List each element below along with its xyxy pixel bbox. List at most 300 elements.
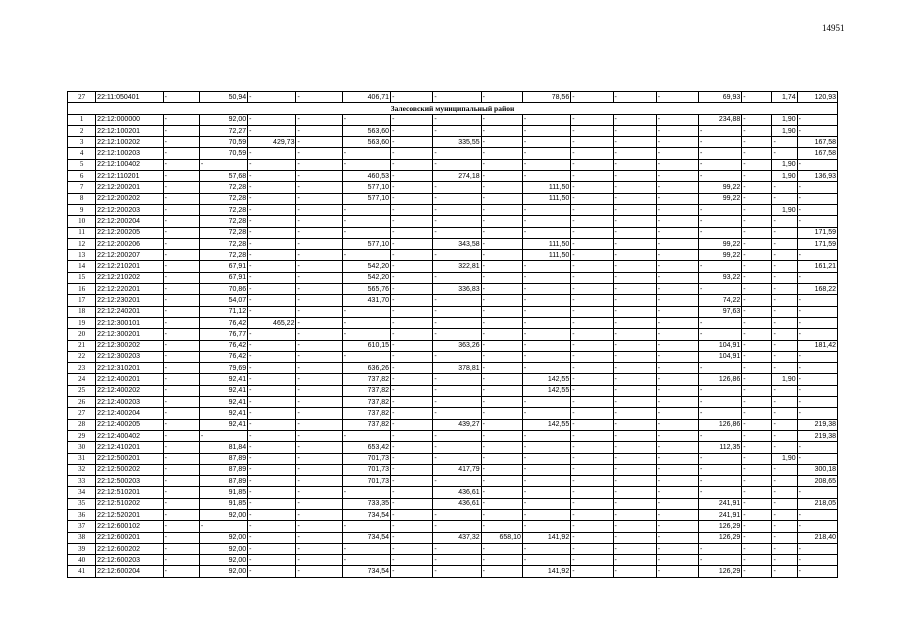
- cadastral-code: 22:12:500201: [96, 453, 163, 464]
- value-cell: -: [571, 419, 613, 430]
- value-cell: -: [613, 340, 656, 351]
- table-row: [68, 397, 838, 408]
- cadastral-code: 22:12:510202: [96, 498, 163, 509]
- value-cell: -: [571, 238, 613, 249]
- section-title: Залесовский муниципальный район: [68, 103, 838, 114]
- row-number: 16: [68, 284, 96, 295]
- value-cell: -: [481, 555, 522, 566]
- value-cell: -: [296, 171, 342, 182]
- value-cell: 733,35: [342, 498, 390, 509]
- cadastral-code: 22:12:000000: [96, 114, 163, 125]
- value-cell: 1,90: [772, 125, 797, 136]
- row-number: 19: [68, 317, 96, 328]
- value-cell: 167,58: [797, 148, 837, 159]
- value-cell: -: [571, 137, 613, 148]
- value-cell: -: [248, 295, 296, 306]
- cadastral-code: 22:12:310201: [96, 363, 163, 374]
- value-cell: -: [296, 250, 342, 261]
- value-cell: -: [163, 340, 199, 351]
- value-cell: -: [248, 306, 296, 317]
- value-cell: 76,42: [199, 351, 247, 362]
- value-cell: 378,81: [433, 363, 481, 374]
- value-cell: -: [656, 148, 698, 159]
- value-cell: -: [296, 363, 342, 374]
- value-cell: 120,93: [797, 92, 837, 103]
- value-cell: -: [571, 476, 613, 487]
- value-cell: -: [656, 306, 698, 317]
- value-cell: -: [433, 521, 481, 532]
- table-row: [68, 442, 838, 453]
- table-body-zalesovsky: [68, 114, 838, 577]
- cadastral-code: 22:12:400203: [96, 397, 163, 408]
- value-cell: -: [571, 453, 613, 464]
- value-cell: -: [699, 397, 742, 408]
- row-number: 30: [68, 442, 96, 453]
- value-cell: -: [248, 408, 296, 419]
- row-number: 22: [68, 351, 96, 362]
- value-cell: -: [522, 498, 570, 509]
- value-cell: -: [797, 295, 837, 306]
- value-cell: -: [742, 566, 772, 577]
- cadastral-code: 22:12:500202: [96, 464, 163, 475]
- value-cell: -: [742, 464, 772, 475]
- value-cell: -: [248, 566, 296, 577]
- value-cell: -: [613, 193, 656, 204]
- value-cell: -: [742, 272, 772, 283]
- value-cell: -: [433, 476, 481, 487]
- value-cell: -: [391, 509, 433, 520]
- value-cell: -: [522, 329, 570, 340]
- value-cell: -: [433, 227, 481, 238]
- value-cell: 565,76: [342, 284, 390, 295]
- table-row: [68, 284, 838, 295]
- value-cell: -: [522, 204, 570, 215]
- value-cell: -: [699, 148, 742, 159]
- table-row: [68, 114, 838, 125]
- table-row: [68, 374, 838, 385]
- value-cell: -: [742, 419, 772, 430]
- value-cell: 363,26: [433, 340, 481, 351]
- value-cell: 241,91: [699, 498, 742, 509]
- value-cell: -: [248, 442, 296, 453]
- value-cell: -: [342, 543, 390, 554]
- value-cell: 701,73: [342, 464, 390, 475]
- value-cell: -: [772, 306, 797, 317]
- value-cell: -: [742, 306, 772, 317]
- value-cell: -: [742, 453, 772, 464]
- value-cell: -: [797, 329, 837, 340]
- value-cell: -: [481, 442, 522, 453]
- value-cell: -: [481, 363, 522, 374]
- value-cell: -: [296, 125, 342, 136]
- value-cell: -: [481, 340, 522, 351]
- value-cell: -: [481, 329, 522, 340]
- value-cell: 99,22: [699, 238, 742, 249]
- value-cell: -: [699, 261, 742, 272]
- value-cell: -: [163, 148, 199, 159]
- value-cell: -: [296, 351, 342, 362]
- value-cell: 91,85: [199, 487, 247, 498]
- value-cell: -: [571, 272, 613, 283]
- value-cell: -: [656, 261, 698, 272]
- value-cell: -: [772, 351, 797, 362]
- row-number: 9: [68, 204, 96, 215]
- row-number: 26: [68, 397, 96, 408]
- value-cell: -: [571, 148, 613, 159]
- value-cell: -: [772, 227, 797, 238]
- value-cell: -: [163, 498, 199, 509]
- value-cell: 737,82: [342, 419, 390, 430]
- value-cell: -: [699, 284, 742, 295]
- value-cell: 57,68: [199, 171, 247, 182]
- value-cell: -: [772, 498, 797, 509]
- value-cell: -: [613, 385, 656, 396]
- table-row: [68, 227, 838, 238]
- value-cell: -: [772, 182, 797, 193]
- value-cell: -: [163, 216, 199, 227]
- value-cell: 92,00: [199, 543, 247, 554]
- value-cell: -: [699, 476, 742, 487]
- value-cell: -: [433, 351, 481, 362]
- value-cell: -: [481, 397, 522, 408]
- value-cell: 610,15: [342, 340, 390, 351]
- value-cell: -: [522, 476, 570, 487]
- value-cell: -: [797, 351, 837, 362]
- value-cell: -: [571, 487, 613, 498]
- value-cell: -: [481, 351, 522, 362]
- value-cell: -: [613, 498, 656, 509]
- cadastral-code: 22:12:100203: [96, 148, 163, 159]
- value-cell: 171,59: [797, 238, 837, 249]
- value-cell: -: [522, 509, 570, 520]
- value-cell: -: [656, 385, 698, 396]
- value-cell: -: [699, 137, 742, 148]
- value-cell: 437,32: [433, 532, 481, 543]
- value-cell: -: [342, 148, 390, 159]
- value-cell: -: [391, 430, 433, 441]
- value-cell: -: [391, 193, 433, 204]
- cadastral-code: 22:12:200206: [96, 238, 163, 249]
- value-cell: -: [613, 171, 656, 182]
- value-cell: -: [163, 487, 199, 498]
- value-cell: -: [613, 204, 656, 215]
- value-cell: -: [163, 238, 199, 249]
- value-cell: -: [522, 442, 570, 453]
- value-cell: -: [163, 374, 199, 385]
- value-cell: -: [699, 317, 742, 328]
- value-cell: -: [248, 464, 296, 475]
- value-cell: 167,58: [797, 137, 837, 148]
- value-cell: 141,92: [522, 532, 570, 543]
- row-number: 37: [68, 521, 96, 532]
- value-cell: -: [248, 498, 296, 509]
- value-cell: -: [613, 227, 656, 238]
- value-cell: -: [481, 566, 522, 577]
- row-number: 25: [68, 385, 96, 396]
- value-cell: -: [163, 317, 199, 328]
- value-cell: -: [248, 329, 296, 340]
- value-cell: -: [391, 340, 433, 351]
- row-number: 35: [68, 498, 96, 509]
- value-cell: -: [613, 284, 656, 295]
- value-cell: -: [772, 385, 797, 396]
- value-cell: -: [248, 419, 296, 430]
- value-cell: -: [772, 295, 797, 306]
- value-cell: 70,86: [199, 284, 247, 295]
- value-cell: -: [163, 521, 199, 532]
- value-cell: -: [699, 385, 742, 396]
- value-cell: -: [772, 317, 797, 328]
- table-row: [68, 216, 838, 227]
- row-number: 11: [68, 227, 96, 238]
- value-cell: 218,05: [797, 498, 837, 509]
- row-number: 1: [68, 114, 96, 125]
- value-cell: -: [248, 227, 296, 238]
- cadastral-code: 22:12:230201: [96, 295, 163, 306]
- value-cell: -: [163, 442, 199, 453]
- row-number: 41: [68, 566, 96, 577]
- value-cell: -: [342, 521, 390, 532]
- value-cell: -: [797, 487, 837, 498]
- value-cell: 1,90: [772, 204, 797, 215]
- value-cell: -: [656, 476, 698, 487]
- value-cell: -: [481, 498, 522, 509]
- value-cell: -: [742, 363, 772, 374]
- value-cell: -: [797, 543, 837, 554]
- value-cell: -: [163, 509, 199, 520]
- value-cell: 436,61: [433, 498, 481, 509]
- value-cell: -: [571, 329, 613, 340]
- row-number: 28: [68, 419, 96, 430]
- value-cell: -: [742, 193, 772, 204]
- value-cell: -: [772, 238, 797, 249]
- value-cell: -: [772, 521, 797, 532]
- row-number: 15: [68, 272, 96, 283]
- value-cell: 76,77: [199, 329, 247, 340]
- cadastral-code: 22:12:600202: [96, 543, 163, 554]
- value-cell: -: [772, 250, 797, 261]
- row-number: 6: [68, 171, 96, 182]
- cadastral-code: 22:12:510201: [96, 487, 163, 498]
- value-cell: -: [433, 306, 481, 317]
- value-cell: 734,54: [342, 566, 390, 577]
- value-cell: -: [296, 137, 342, 148]
- value-cell: -: [656, 363, 698, 374]
- value-cell: -: [481, 227, 522, 238]
- value-cell: -: [772, 566, 797, 577]
- value-cell: 219,38: [797, 419, 837, 430]
- value-cell: -: [296, 555, 342, 566]
- value-cell: -: [571, 114, 613, 125]
- value-cell: -: [742, 171, 772, 182]
- value-cell: -: [391, 487, 433, 498]
- value-cell: -: [797, 193, 837, 204]
- value-cell: -: [248, 114, 296, 125]
- value-cell: -: [772, 216, 797, 227]
- table-row: [68, 306, 838, 317]
- value-cell: -: [571, 566, 613, 577]
- value-cell: -: [296, 261, 342, 272]
- value-cell: -: [742, 397, 772, 408]
- value-cell: -: [296, 216, 342, 227]
- value-cell: -: [571, 92, 613, 103]
- value-cell: -: [248, 216, 296, 227]
- value-cell: -: [481, 204, 522, 215]
- value-cell: -: [391, 137, 433, 148]
- value-cell: 72,28: [199, 227, 247, 238]
- value-cell: -: [481, 509, 522, 520]
- value-cell: -: [248, 363, 296, 374]
- page-number: 14951: [822, 23, 845, 33]
- table-row: [68, 204, 838, 215]
- value-cell: -: [391, 159, 433, 170]
- value-cell: 335,55: [433, 137, 481, 148]
- value-cell: -: [522, 487, 570, 498]
- value-cell: 126,29: [699, 566, 742, 577]
- value-cell: -: [656, 125, 698, 136]
- value-cell: -: [481, 284, 522, 295]
- value-cell: 78,56: [522, 92, 570, 103]
- value-cell: -: [433, 408, 481, 419]
- value-cell: 734,54: [342, 509, 390, 520]
- row-number: 8: [68, 193, 96, 204]
- value-cell: -: [391, 114, 433, 125]
- value-cell: 737,82: [342, 374, 390, 385]
- table-row: [68, 543, 838, 554]
- value-cell: -: [797, 509, 837, 520]
- value-cell: -: [163, 306, 199, 317]
- value-cell: -: [163, 351, 199, 362]
- tariff-table: [67, 91, 838, 578]
- table-row: [68, 419, 838, 430]
- table-row: [68, 92, 838, 103]
- value-cell: 126,29: [699, 521, 742, 532]
- value-cell: -: [699, 408, 742, 419]
- value-cell: -: [163, 295, 199, 306]
- value-cell: -: [656, 295, 698, 306]
- value-cell: -: [391, 476, 433, 487]
- value-cell: 142,55: [522, 374, 570, 385]
- table-row: [68, 182, 838, 193]
- value-cell: 343,58: [433, 238, 481, 249]
- value-cell: -: [296, 227, 342, 238]
- value-cell: -: [772, 464, 797, 475]
- value-cell: -: [772, 261, 797, 272]
- table-row: [68, 329, 838, 340]
- cadastral-code: 22:12:600102: [96, 521, 163, 532]
- value-cell: -: [391, 284, 433, 295]
- value-cell: -: [481, 374, 522, 385]
- value-cell: -: [797, 317, 837, 328]
- value-cell: -: [481, 272, 522, 283]
- row-number: 3: [68, 137, 96, 148]
- value-cell: 701,73: [342, 476, 390, 487]
- row-number: 39: [68, 543, 96, 554]
- value-cell: -: [296, 419, 342, 430]
- value-cell: -: [656, 216, 698, 227]
- value-cell: -: [613, 442, 656, 453]
- table-row: [68, 532, 838, 543]
- value-cell: -: [391, 385, 433, 396]
- value-cell: -: [296, 284, 342, 295]
- value-cell: -: [248, 430, 296, 441]
- value-cell: -: [296, 306, 342, 317]
- value-cell: -: [433, 204, 481, 215]
- row-number: 20: [68, 329, 96, 340]
- section-row: [68, 103, 838, 114]
- value-cell: -: [433, 329, 481, 340]
- value-cell: -: [481, 261, 522, 272]
- value-cell: -: [742, 317, 772, 328]
- value-cell: -: [613, 453, 656, 464]
- value-cell: -: [613, 476, 656, 487]
- value-cell: -: [433, 250, 481, 261]
- value-cell: 92,00: [199, 114, 247, 125]
- value-cell: -: [391, 543, 433, 554]
- value-cell: 737,82: [342, 397, 390, 408]
- value-cell: -: [433, 509, 481, 520]
- value-cell: 734,54: [342, 532, 390, 543]
- value-cell: -: [571, 317, 613, 328]
- value-cell: 208,65: [797, 476, 837, 487]
- value-cell: -: [772, 543, 797, 554]
- value-cell: -: [656, 453, 698, 464]
- value-cell: -: [296, 317, 342, 328]
- value-cell: -: [163, 261, 199, 272]
- value-cell: -: [571, 193, 613, 204]
- value-cell: 577,10: [342, 193, 390, 204]
- value-cell: -: [613, 566, 656, 577]
- value-cell: -: [742, 329, 772, 340]
- value-cell: -: [613, 509, 656, 520]
- value-cell: -: [656, 250, 698, 261]
- value-cell: -: [433, 453, 481, 464]
- value-cell: -: [248, 532, 296, 543]
- value-cell: -: [656, 340, 698, 351]
- cadastral-code: 22:12:300101: [96, 317, 163, 328]
- value-cell: -: [613, 419, 656, 430]
- value-cell: -: [296, 453, 342, 464]
- value-cell: -: [391, 498, 433, 509]
- value-cell: -: [481, 385, 522, 396]
- value-cell: -: [433, 114, 481, 125]
- value-cell: -: [772, 193, 797, 204]
- value-cell: -: [613, 464, 656, 475]
- value-cell: -: [296, 193, 342, 204]
- value-cell: -: [391, 204, 433, 215]
- value-cell: 274,18: [433, 171, 481, 182]
- value-cell: -: [522, 317, 570, 328]
- value-cell: -: [656, 238, 698, 249]
- value-cell: -: [522, 397, 570, 408]
- value-cell: -: [342, 250, 390, 261]
- value-cell: -: [772, 509, 797, 520]
- cadastral-code: 22:12:240201: [96, 306, 163, 317]
- value-cell: -: [699, 227, 742, 238]
- value-cell: -: [163, 227, 199, 238]
- table-row: [68, 340, 838, 351]
- value-cell: 92,00: [199, 532, 247, 543]
- value-cell: -: [296, 114, 342, 125]
- value-cell: -: [797, 442, 837, 453]
- value-cell: -: [571, 363, 613, 374]
- table-row: [68, 171, 838, 182]
- value-cell: -: [797, 125, 837, 136]
- value-cell: -: [656, 204, 698, 215]
- value-cell: -: [163, 171, 199, 182]
- table-row: [68, 351, 838, 362]
- cadastral-code: 22:12:100202: [96, 137, 163, 148]
